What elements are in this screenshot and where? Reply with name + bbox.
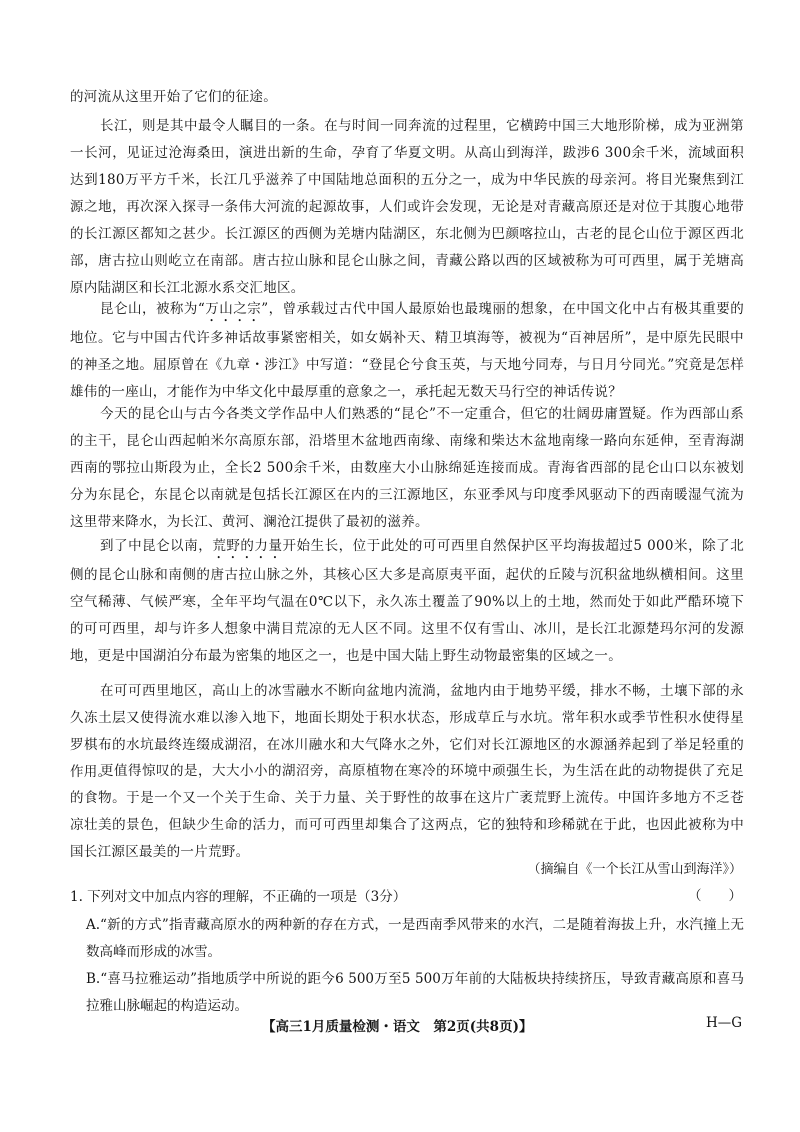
page-footer bbox=[0, 1015, 800, 1035]
answer-parentheses: （ ） bbox=[688, 888, 742, 904]
footer-title: 【高三1月质量检测・语文 第2页(共8页)】 bbox=[262, 1019, 533, 1035]
dotted-phrase-huangye: 荒野的力量 bbox=[212, 538, 283, 554]
paragraph-7: 更值得惊叹的是，大大小小的湖沼旁，高原植物在寒冷的环境中顽强生长，为生活在此的动物提供了充足的食物。于是一个又一个关于生命、关于力量、关于野性的故事在这片广袤荒野上流传。中国许多地方不乏苍凉壮美的景色，但缺少生命的活力，而可可西里却集合了这两点，它的独特和珍稀就在于此，也因此被称为中国长江源区最美的一片荒野。 bbox=[70, 763, 744, 860]
option-b: B.“喜马拉雅运动”指地质学中所说的距今6 500万至5 500万年前的大陆板块持续挤压，导致青藏高原和喜马拉雅山脉崛起的构造运动。 bbox=[86, 971, 744, 1014]
paragraph-4: 今天的昆仑山与古今各类文学作品中人们熟悉的“昆仑”不一定重合，但它的壮阔毋庸置疑。作为西部山系的主干，昆仑山西起帕米尔高原东部，沿塔里木盆地西南缘、南缘和柴达木盆地南缘一路向东延伸，至青海湖西南的鄂拉山斯段为止，全长2 500余千米，由数座大小山脉绵延连接而成。青海省西部的昆仑山口以东被划分为东昆仑，东昆仑以南就是包括长江源区在内的三江源地区，东亚季风与印度季风驱动下的西南暖湿气流为这里带来降水，为长江、黄河、澜沧江提供了最初的滋养。 bbox=[70, 406, 744, 530]
paragraph-2: 长江，则是其中最令人瞩目的一条。在与时间一同奔流的过程里，它横跨中国三大地形阶梯，成为亚洲第一长河，见证过沧海桑田，演进出新的生命，孕育了华夏文明。从高山到海洋，跋涉6 300余千米，流域面积达到180万平方千米，长江几乎滋养了中国陆地总面积的五分之一，成为中华民族的母亲河。将目光聚焦到江源之地，再次深入探寻一条伟大河流的起源故事，人们或许会发现，无论是对青藏高原还是对位于其腹心地带的长江源区都知之甚少。长江源区的西侧为羌塘内陆湖区，东北侧为巴颜喀拉山，古老的昆仑山位于源区西北部，唐古拉山则屹立在南部。唐古拉山脉和昆仑山脉之间，青藏公路以西的区域被称为可可西里，属于羌塘高原内陆湖区和长江北源水系交汇地区。 bbox=[70, 118, 744, 296]
paragraph-6: 在可可西里地区，高山上的冰雪融水不断向盆地内流淌，盆地内由于地势平缓，排水不畅，土壤下部的永久冻土层又使得流水难以渗入地下，地面长期处于积水状态，形成草丘与水坑。常年积水或季节性积水使得星罗棋布的水坑最终连缀成湖沼，在冰川融水和大气降水之外，它们对长江源地区的水源涵养起到了举足轻重的作用。 bbox=[70, 683, 744, 780]
source-citation: （摘编自《一个长江从雪山到海洋》） bbox=[527, 862, 742, 877]
footer-code: H—G bbox=[705, 1015, 742, 1031]
question-1-stem: 1. 下列对文中加点内容的理解，不正确的一项是（3分） bbox=[70, 889, 407, 905]
paragraph-5: 到了中昆仑以南，荒野的力量开始生长，位于此处的可可西里自然保护区平均海拔超过5 000米，除了北侧的昆仑山脉和南侧的唐古拉山脉之外，其核心区大多是高原夷平面，起伏的丘陵与沉积盆地纵横相间。这里空气稀薄、气候严寒，全年平均气温在0℃以下，永久冻土覆盖了90%以上的土地，然而处于如此严酷环境下的可可西里，却与许多人想象中满目荒凉的无人区不同。这里不仅有雪山、冰川，是长江北源楚玛尔河的发源地，更是中国湖泊分布最为密集的地区之一，也是中国大陆上野生动物最密集的区域之一。 bbox=[70, 538, 745, 664]
paragraph-3: 昆仑山，被称为“万山之宗”，曾承载过古代中国人最原始也最瑰丽的想象，在中国文化中占有极其重要的地位。它与中国古代许多神话故事紧密相关，如女娲补天、精卫填海等，被视为“百神居所”，是中原先民眼中的神圣之地。屈原曾在《九章・涉江》中写道：“登昆仑兮食玉英，与天地兮同寿，与日月兮同光。”究竟是怎样雄伟的一座山，才能作为中华文化中最厚重的意象之一，承托起无数天马行空的神话传说？ bbox=[70, 301, 744, 400]
dotted-phrase-wanshan: 万山之宗 bbox=[205, 301, 262, 317]
paragraph-1: 的河流从这里开始了它们的征途。 bbox=[70, 89, 277, 105]
option-a: A.“新的方式”指青藏高原水的两种新的存在方式，一是西南季风带来的水汽，二是随着海拔上升，水汽撞上无数高峰而形成的冰雪。 bbox=[86, 917, 744, 960]
